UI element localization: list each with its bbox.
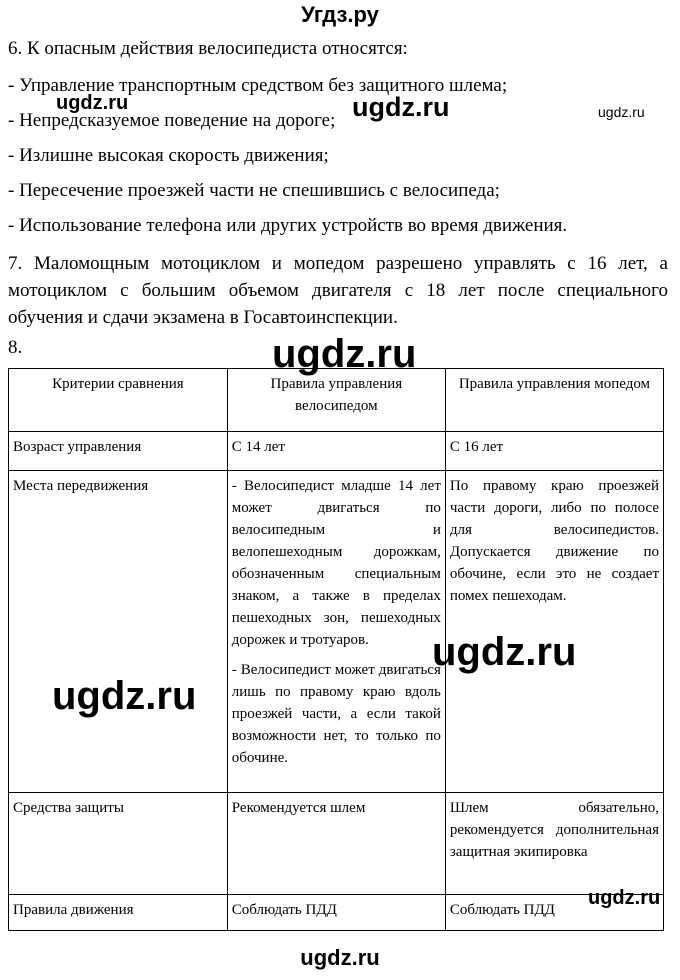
list-item: - Излишне высокая скорость движения; <box>8 145 329 166</box>
moped-cell: Шлем обязательно, рекомендуется дополнительная защитная экипировка <box>445 793 663 895</box>
watermark: ugdz.ru <box>352 92 450 122</box>
criterion-cell: Места передвижения <box>9 471 228 793</box>
bicycle-cell <box>227 793 445 895</box>
table-row <box>9 793 664 895</box>
section-6-title: 6. К опасным действия велосипедиста относятся: <box>8 38 408 59</box>
list-item: - Управление транспортным средством без защитного шлема; <box>8 75 508 96</box>
column-header: Правила управления мопедом <box>445 369 663 432</box>
watermark: ugdz.ru <box>588 887 661 909</box>
watermark: ugdz.ru <box>598 104 645 120</box>
bicycle-cell <box>227 895 445 931</box>
list-item: - Использование телефона или других устройств во время движения. <box>8 215 568 236</box>
cell-text: - Велосипедист младше 14 лет может двигаться по велосипедным и велопешеходным дорожкам, обозначенным специальным знаком, а также в пределах пешеходных зон, пешеходных дорожек и тротуаров. <box>231 478 441 648</box>
table-row <box>9 432 664 471</box>
site-title: Угдз.ру <box>301 2 379 27</box>
moped-cell: С 16 лет <box>445 432 663 471</box>
section-7-text: 7. Маломощным мотоциклом и мопедом разрешено управлять с 16 лет, а мотоциклом с большим объемом двигателя с 18 лет после специального обучения и сдачи экзамена в Госавтоинспекции. <box>8 253 668 328</box>
cell-text: Рекомендуется шлем <box>231 800 366 816</box>
column-header: Критерии сравнения <box>9 369 228 432</box>
column-header: Правила управления велосипедом <box>227 369 445 432</box>
bicycle-cell <box>227 471 445 793</box>
cell-text: Соблюдать ПДД <box>231 902 337 918</box>
watermark: ugdz.ru <box>52 674 197 718</box>
table-header-row <box>9 369 664 432</box>
cell-text: - Велосипедист может двигаться лишь по правому краю вдоль проезжей части, а если такой возможности нет, то только по обочине. <box>231 662 441 766</box>
table-row <box>9 895 664 931</box>
list-item: - Пересечение проезжей части не спешившись с велосипеда; <box>8 180 500 201</box>
criterion-cell: Правила движения <box>9 895 228 931</box>
cell-text: С 14 лет <box>231 439 285 455</box>
moped-cell: По правому краю проезжей части дороги, либо по полосе для велосипедистов. Допускается движение по обочине, если это не создает помех пешеходам. <box>445 471 663 793</box>
watermark: ugdz.ru <box>272 332 417 376</box>
criterion-cell: Возраст управления <box>9 432 228 471</box>
moped-cell: Соблюдать ПДД <box>445 895 663 931</box>
watermark: ugdz.ru <box>56 92 129 114</box>
criterion-cell: Средства защиты <box>9 793 228 895</box>
bicycle-cell <box>227 432 445 471</box>
watermark: ugdz.ru <box>432 630 577 674</box>
section-8-number: 8. <box>8 337 23 358</box>
site-footer: ugdz.ru <box>300 945 380 970</box>
list-item: - Непредсказуемое поведение на дороге; <box>8 110 336 131</box>
